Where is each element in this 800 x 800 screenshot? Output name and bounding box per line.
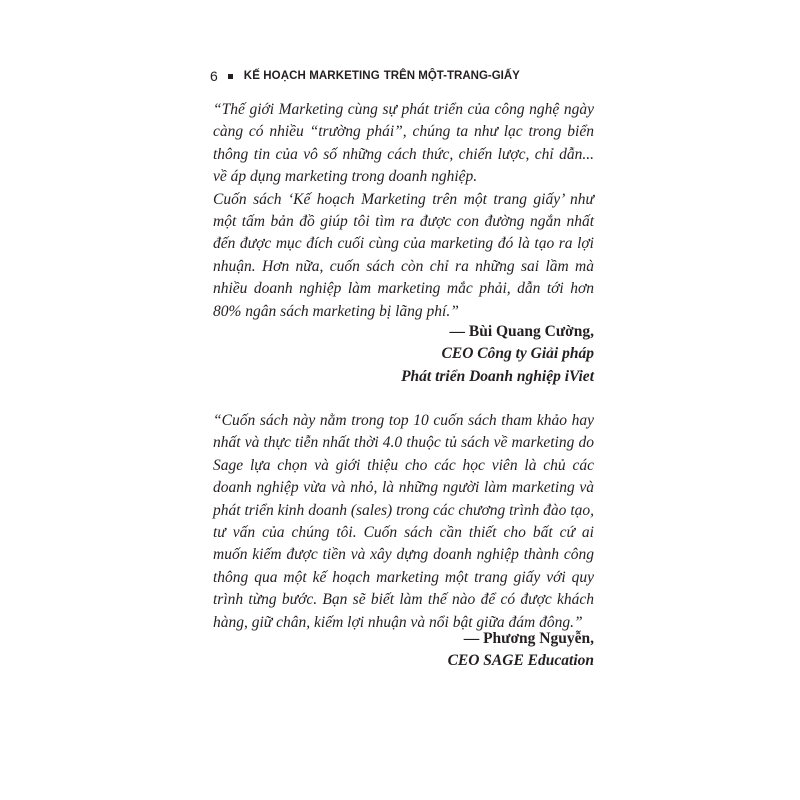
header-bullet-square (228, 74, 233, 79)
quote-paragraph: “Cuốn sách này nằm trong top 10 cuốn sách tham khảo hay nhất và thực tiễn nhất thời 4.0 thuộc tủ sách về marketing do Sage lựa chọn và giới thiệu cho các học viên là chủ các doanh nghiệp vừa và nhỏ, là những người làm marketing và phát triển kinh doanh (sales) trong các chương trình đào tạo, tư vấn của chúng tôi. Cuốn sách cần thiết cho bất cứ ai muốn kiếm được tiền và xây dựng doanh nghiệp thành công thông qua một kế hoạch marketing một trang giấy với quy trình từng bước. Bạn sẽ biết làm thế nào để có được khách hàng, giữ chân, kiếm lợi nhuận và nổi bật giữa đám đông.” (213, 412, 594, 631)
quote-paragraph: “Thế giới Marketing cùng sự phát triển của công nghệ ngày càng có nhiều “trường phái”, chúng ta như lạc trong biển thông tin của vô số những cách thức, chiến lược, chỉ dẫn... về áp dụng marketing trong doanh nghiệp. (213, 101, 594, 186)
author-role-line: CEO Công ty Giải pháp (441, 345, 594, 363)
author-name: — Phương Nguyễn, (463, 630, 594, 647)
page-number: 6 (210, 68, 218, 84)
testimonial-attribution-1 (401, 321, 594, 388)
testimonial-quote-2 (213, 410, 594, 634)
quote-paragraph: Cuốn sách ‘Kế hoạch Marketing trên một trang giấy’ như một tấm bản đồ giúp tôi tìm ra được con đường ngắn nhất đến được mục đích cuối cùng của marketing đó là tạo ra lợi nhuận. Hơn nữa, cuốn sách còn chỉ ra những sai lầm mà nhiều doanh nghiệp làm marketing mắc phải, dẫn tới hơn 80% ngân sách marketing bị lãng phí.” (213, 190, 594, 320)
book-title-rest: TRÊN MỘT-TRANG-GIẤY (383, 70, 520, 82)
testimonial-attribution-2 (448, 628, 594, 673)
author-role-line: CEO SAGE Education (447, 652, 594, 670)
testimonial-quote-1 (213, 99, 594, 323)
book-title-bold: KẾ HOẠCH MARKETING (243, 70, 380, 82)
author-name: — Bùi Quang Cường, (449, 323, 594, 340)
running-header (210, 66, 520, 86)
author-role-line: Phát triển Doanh nghiệp iViet (401, 367, 594, 385)
